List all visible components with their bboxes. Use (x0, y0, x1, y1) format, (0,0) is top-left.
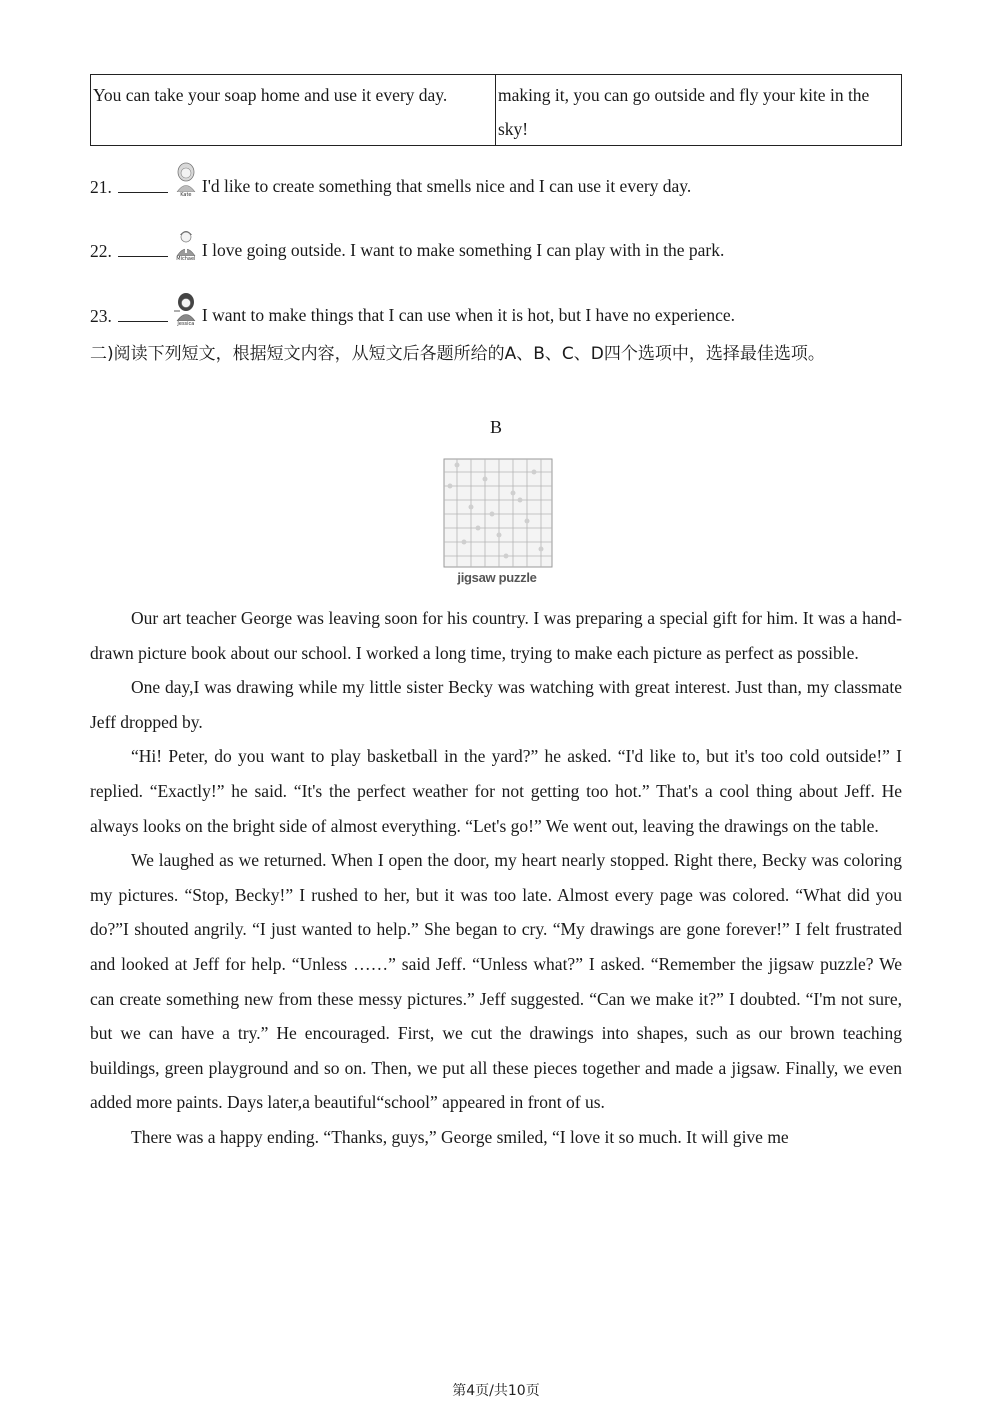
paragraph: “Hi! Peter, do you want to play basketball in the yard?” he asked. “I'd like to, but it's too cold outside!” I replied. “Exactly!” he said. “It's the perfect weather for not getting too hot.” That's a cool thing about Jeff. He always looks on the bright side of almost everything. “Let's go!” We went out, leaving the drawings on the table. (90, 746, 902, 836)
section-instruction: 二)阅读下列短文，根据短文内容，从短文后各题所给的A、B、C、D四个选项中，选择最佳选项。 (90, 344, 825, 364)
jigsaw-puzzle-image (443, 458, 553, 568)
paragraph: Our art teacher George was leaving soon for his country. I was preparing a special gift for him. It was a hand-drawn picture book about our school. I worked a long time, trying to make each picture as perfect as possible. (90, 608, 902, 663)
question-text: I'd like to create something that smells nice and I can use it every day. (201, 176, 692, 196)
avatar-name: Kate (180, 192, 192, 198)
question-text: I want to make things that I can use when it is hot, but I have no experience. (201, 305, 735, 325)
avatar-name: Jessica (177, 321, 195, 327)
question-number: 23. (90, 306, 112, 326)
image-caption: jigsaw puzzle (457, 570, 537, 585)
paragraph: There was a happy ending. “Thanks, guys,” George smiled, “I love it so much. It will give me (131, 1126, 789, 1147)
paragraph: One day,I was drawing while my little sister Becky was watching with great interest. Just than, my classmate Jeff dropped by. (90, 677, 902, 732)
reading-passage (90, 601, 902, 1155)
avatar-name: Michael (176, 256, 196, 262)
question-number: 22. (90, 241, 112, 261)
jessica-avatar-icon (172, 291, 200, 327)
options-table (90, 74, 902, 146)
answer-blank[interactable] (118, 255, 168, 257)
table-cell-left: You can take your soap home and use it every day. (91, 75, 496, 145)
question-23 (90, 287, 735, 327)
question-22 (90, 222, 724, 262)
answer-blank[interactable] (118, 191, 168, 193)
question-text: I love going outside. I want to make something I can play with in the park. (201, 240, 725, 260)
answer-blank[interactable] (118, 320, 168, 322)
page-number: 第4页/共10页 (452, 1383, 540, 1399)
michael-avatar-icon (172, 226, 200, 262)
question-number: 21. (90, 177, 112, 197)
question-21 (90, 158, 691, 198)
kate-avatar-icon (172, 162, 200, 198)
paragraph: We laughed as we returned. When I open the door, my heart nearly stopped. Right there, Becky was coloring my pictures. “Stop, Becky!” I rushed to her, but it was too late. Almost every page was colored. “What did you do?”I shouted angrily. “I just wanted to help.” She began to cry. “My drawings are gone forever!” I felt frustrated and looked at Jeff for help. “Unless ……” said Jeff. “Unless what?” I asked. “Remember the jigsaw puzzle? We can create something new from these messy pictures.” Jeff suggested. “Can we make it?” I doubted. “I'm not sure, but we can have a try.” He encouraged. First, we cut the drawings into shapes, such as our brown teaching buildings, green playground and so on. Then, we put all these pieces together and made a jigsaw. Finally, we even added more paints. Days later,a beautiful“school” appeared in front of us. (90, 850, 902, 1113)
table-cell-right: making it, you can go outside and fly your kite in the sky! (498, 85, 870, 139)
section-letter: B (489, 417, 502, 437)
